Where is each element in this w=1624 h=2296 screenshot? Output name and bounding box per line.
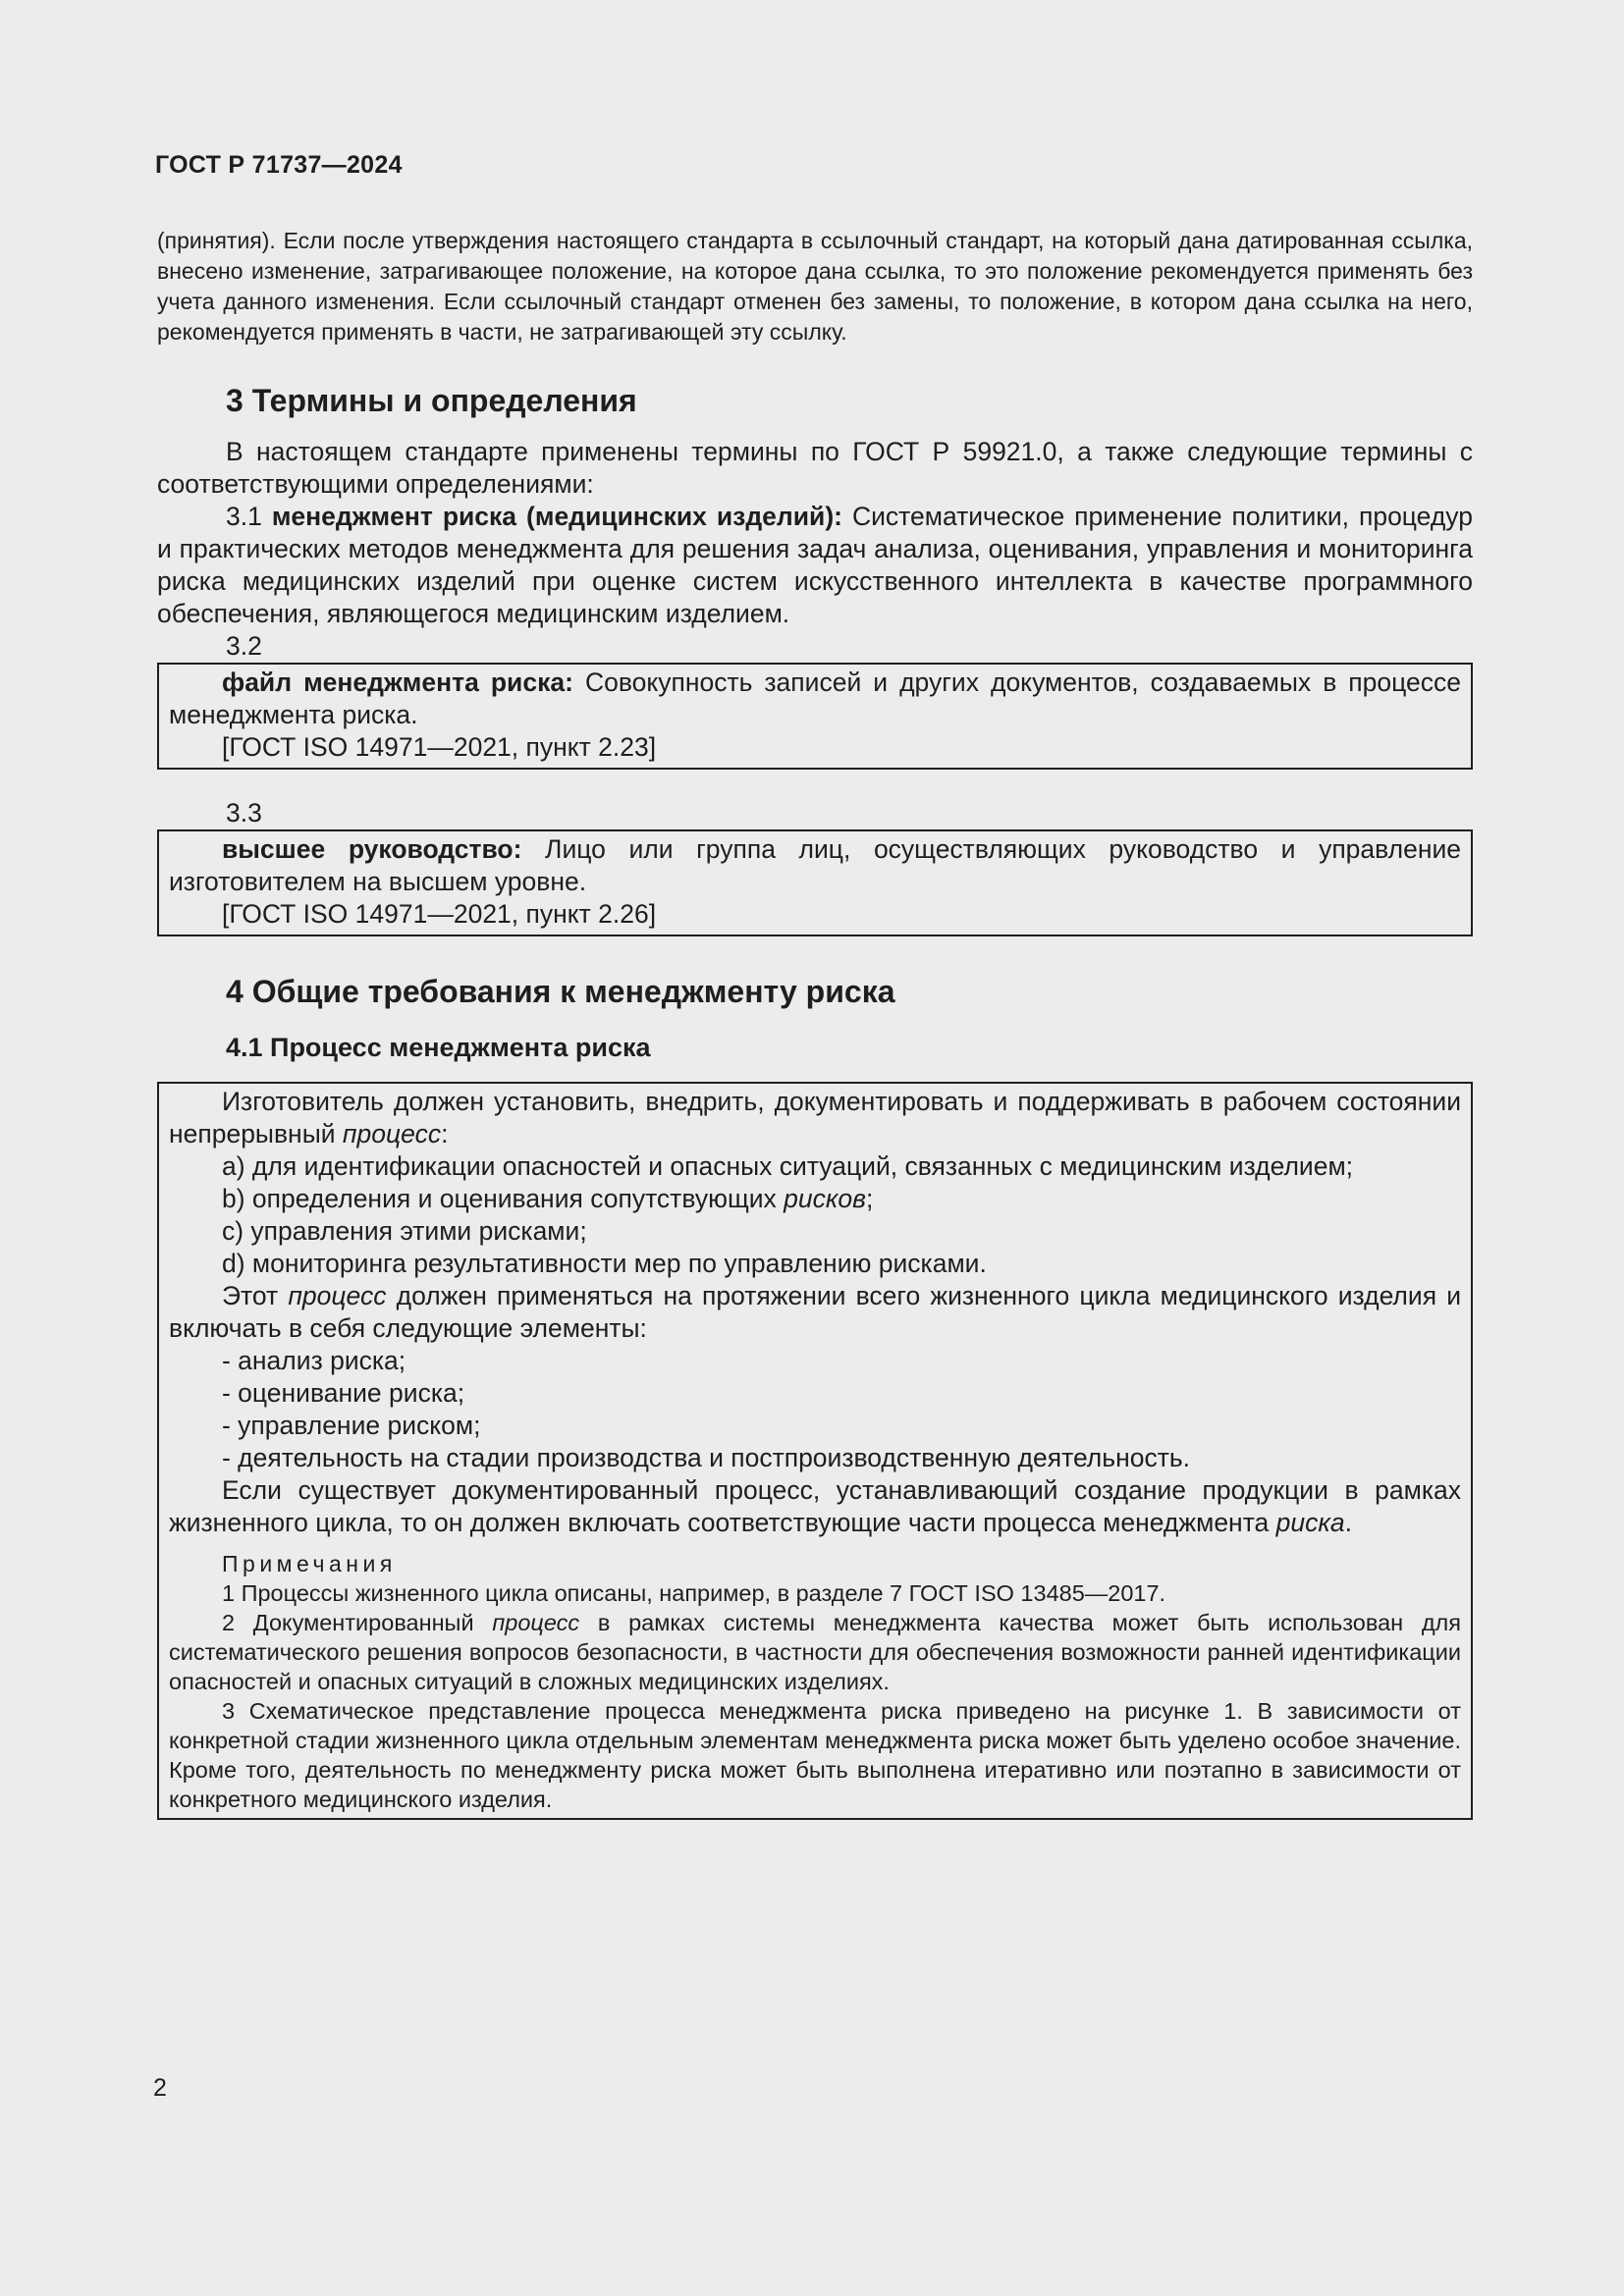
notes-heading: Примечания — [222, 1551, 397, 1576]
term-name: файл менеджмента риска: — [222, 667, 573, 697]
term-name: менеджмент риска (медицинских изделий): — [271, 502, 842, 531]
term-3-3-box — [157, 829, 1473, 936]
term-number: 3.1 — [226, 502, 262, 531]
term-source: [ГОСТ ISO 14971—2021, пункт 2.23] — [222, 732, 657, 762]
element-item: - анализ риска; — [222, 1346, 406, 1375]
page-content — [157, 226, 1473, 1820]
element-item: - деятельность на стадии производства и постпроизводственную деятельность. — [222, 1443, 1190, 1472]
element-item: - оценивание риска; — [222, 1378, 465, 1408]
requirements-box — [157, 1082, 1473, 1820]
list-item-b: b) определения и оценивания сопутствующих рисков; — [222, 1184, 874, 1213]
term-definition: Совокупность записей и других документов, создаваемых в процессе менеджмента риска. — [169, 667, 1461, 729]
page-number: 2 — [153, 2074, 167, 2102]
section-3-title: 3 Термины и определения — [226, 383, 637, 418]
term-3-2 — [169, 667, 1461, 731]
note-1: 1 Процессы жизненного цикла описаны, например, в разделе 7 ГОСТ ISO 13485—2017. — [222, 1580, 1166, 1606]
term-3-1 — [157, 501, 1473, 630]
term-definition: Лицо или группа лиц, осуществляющих руководство и управление изготовителем на высшем уровне. — [169, 834, 1461, 896]
documented-process-paragraph: Если существует документированный процесс, устанавливающий создание продукции в рамках жизненного цикла, то он должен включать соответствующие части процесса менеджмента риска. — [169, 1475, 1461, 1537]
term-source: [ГОСТ ISO 14971—2021, пункт 2.26] — [222, 899, 657, 929]
lifecycle-paragraph: Этот процесс должен применяться на протяжении всего жизненного цикла медицинского изделия и включать в себя следующие элементы: — [169, 1281, 1461, 1343]
subsection-4-1-title: 4.1 Процесс менеджмента риска — [226, 1033, 651, 1062]
process-paragraph: Изготовитель должен установить, внедрить, документировать и поддерживать в рабочем состоянии непрерывный процесс: — [169, 1087, 1461, 1148]
section-3-intro: В настоящем стандарте применены термины по ГОСТ Р 59921.0, а также следующие термины с соответствующими определениями: — [157, 437, 1473, 499]
list-item-d: d) мониторинга результативности мер по управлению рисками. — [222, 1249, 987, 1278]
term-3-3 — [169, 833, 1461, 898]
element-item: - управление риском; — [222, 1411, 481, 1440]
note-2: 2 Документированный процесс в рамках системы менеджмента качества может быть использован для систематического решения вопросов безопасности, в частности для обеспечения возможности ранней идентификации опасностей и опасных ситуаций в сложных медицинских изделиях. — [169, 1610, 1461, 1694]
note-3: 3 Схематическое представление процесса менеджмента риска приведено на рисунке 1. В зависимости от конкретной стадии жизненного цикла отдельным элементам менеджмента риска может быть уделено особое значение. Кроме того, деятельность по менеджменту риска может быть выполнена итеративно или поэтапно в зависимости от конкретного медицинского изделия. — [169, 1698, 1461, 1812]
intro-paragraph: (принятия). Если после утверждения настоящего стандарта в ссылочный стандарт, на который дана датированная ссылка, внесено изменение, затрагивающее положение, на которое дана ссылка, то это положение рекомендуется применять без учета данного изменения. Если ссылочный стандарт отменен без замены, то положение, в котором дана ссылка на него, рекомендуется применять в части, не затрагивающей эту ссылку. — [157, 228, 1473, 345]
term-3-2-box — [157, 663, 1473, 770]
document-header: ГОСТ Р 71737—2024 — [155, 151, 403, 179]
term-3-2-number: 3.2 — [226, 631, 262, 661]
notes-block — [169, 1549, 1461, 1814]
term-name: высшее руководство: — [222, 834, 522, 864]
list-item-a: a) для идентификации опасностей и опасных ситуаций, связанных с медицинским изделием; — [222, 1151, 1354, 1181]
section-4-title: 4 Общие требования к менеджменту риска — [226, 974, 895, 1009]
term-3-3-number: 3.3 — [226, 798, 262, 828]
term-definition: Систематическое применение политики, процедур и практических методов менеджмента для решения задач анализа, оценивания, управления и мониторинга риска медицинских изделий при оценке систем искусственного интеллекта в качестве программного обеспечения, являющегося медицинским изделием. — [157, 502, 1473, 628]
list-item-c: c) управления этими рисками; — [222, 1216, 587, 1246]
